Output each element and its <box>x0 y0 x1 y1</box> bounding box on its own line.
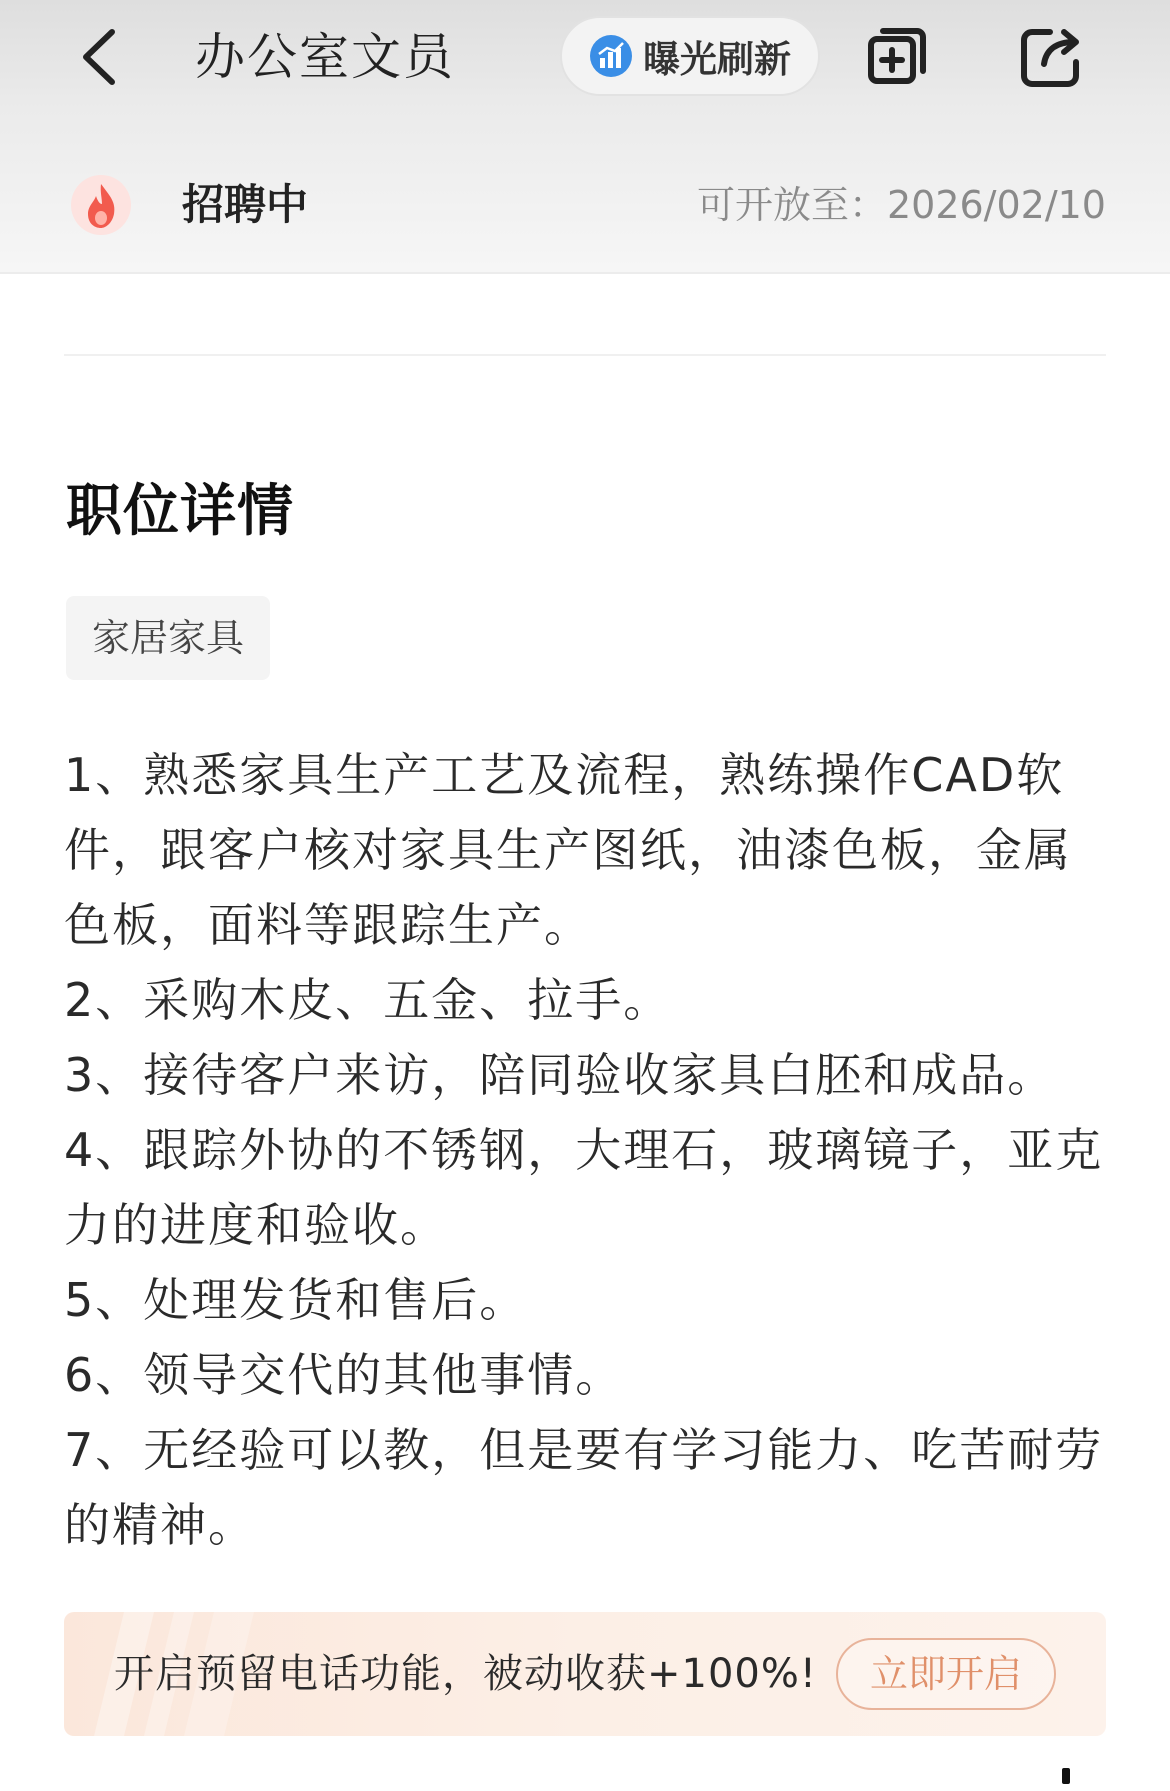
description-line: 4、跟踪外协的不锈钢，大理石，玻璃镜子，亚克力的进度和验收。 <box>64 1123 1104 1252</box>
promo-banner <box>64 1612 1106 1736</box>
description-line: 3、接待客户来访，陪同验收家具白胚和成品。 <box>64 1048 1056 1102</box>
exposure-refresh-label: 曝光刷新 <box>643 38 791 81</box>
industry-tag: 家居家具 <box>66 596 270 680</box>
recruiting-status-row <box>0 160 1170 250</box>
description-line: 5、处理发货和售后。 <box>64 1273 528 1327</box>
description-line: 1、熟悉家具生产工艺及流程，熟练操作CAD软件，跟客户核对家具生产图纸，油漆色板，金属色板，面料等跟踪生产。 <box>64 748 1072 952</box>
open-until-date: 可开放至：2026/02/10 <box>696 183 1106 227</box>
description-line: 2、采购木皮、五金、拉手。 <box>64 973 672 1027</box>
flame-icon <box>70 170 132 240</box>
top-header <box>0 0 1170 274</box>
description-line: 6、领导交代的其他事情。 <box>64 1348 624 1402</box>
exposure-refresh-button[interactable] <box>560 16 820 96</box>
enable-now-button[interactable]: 立即开启 <box>836 1638 1056 1710</box>
promo-text: 开启预留电话功能，被动收获+100%! <box>114 1651 817 1697</box>
section-title: 职位详情 <box>66 479 294 544</box>
back-arrow-icon[interactable] <box>70 22 130 92</box>
bar-chart-icon <box>589 34 633 78</box>
page-title: 办公室文员 <box>195 28 455 86</box>
home-indicator <box>1062 1768 1070 1784</box>
status-label: 招聘中 <box>182 180 309 229</box>
job-description <box>64 738 1104 1563</box>
copy-job-icon[interactable] <box>866 24 930 88</box>
description-line: 7、无经验可以教，但是要有学习能力、吃苦耐劳的精神。 <box>64 1423 1104 1552</box>
divider <box>64 354 1106 356</box>
share-icon[interactable] <box>1018 24 1084 90</box>
